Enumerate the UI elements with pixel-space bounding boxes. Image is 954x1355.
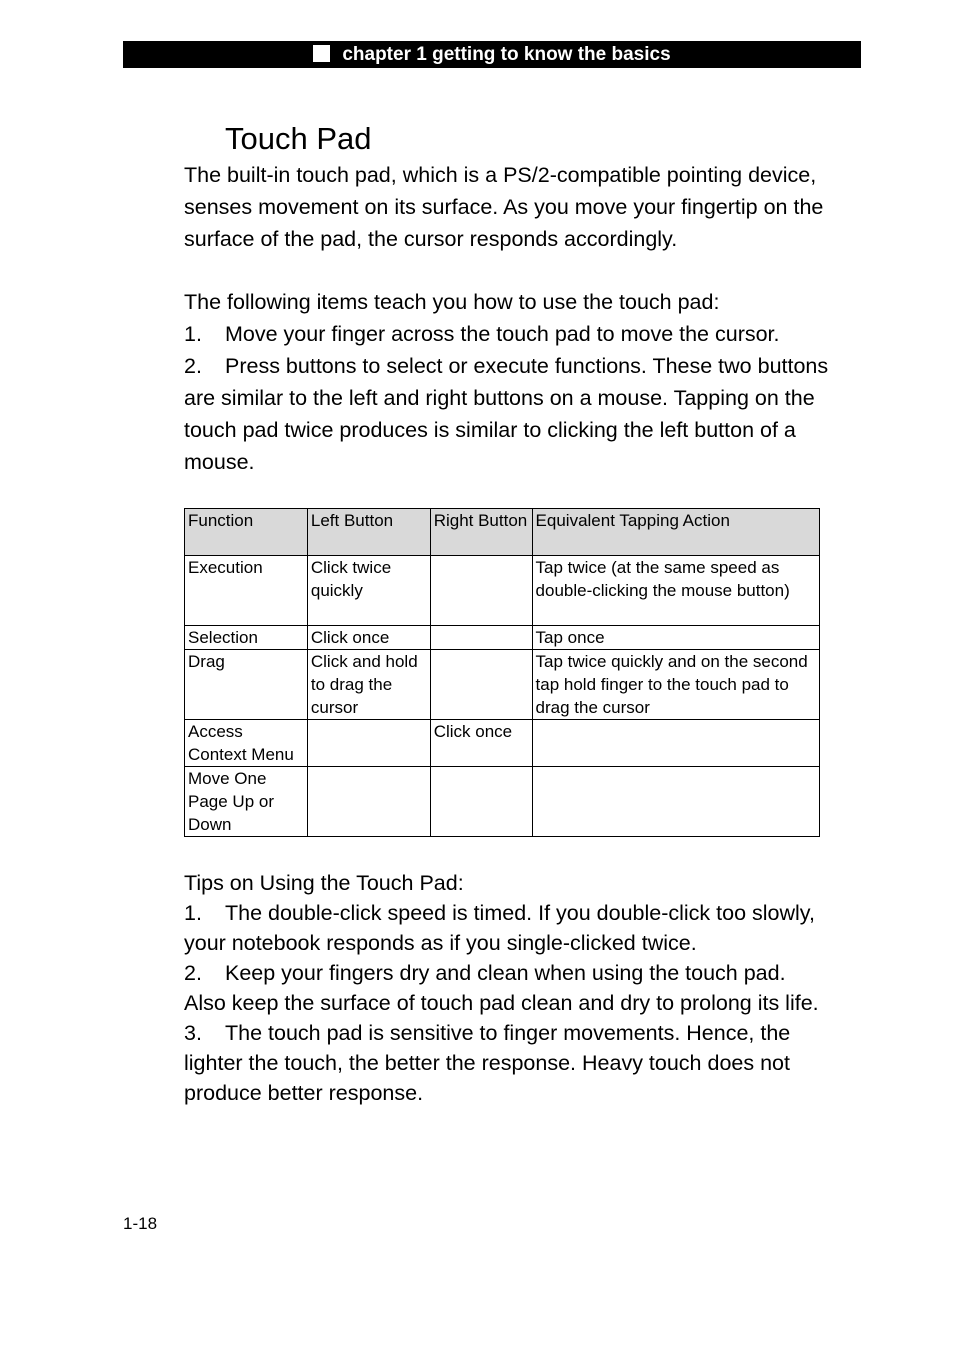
tip-number: 1. <box>184 901 202 925</box>
step-text: Move your finger across the touch pad to move the cursor. <box>225 322 780 346</box>
tips-section <box>184 868 874 1108</box>
square-bullet-icon <box>313 45 330 62</box>
table-row <box>185 650 820 720</box>
step-continuation: touch pad twice produces is similar to clicking the left button of a <box>184 418 796 442</box>
table-cell: Tap twice quickly and on the second tap hold finger to the touch pad to drag the cursor <box>532 650 819 720</box>
table-cell: Tap twice (at the same speed as double-clicking the mouse button) <box>532 556 819 626</box>
chapter-title: chapter 1 getting to know the basics <box>342 44 671 65</box>
chapter-header <box>123 41 861 68</box>
section-title: Touch Pad <box>225 121 372 156</box>
table-row <box>185 767 820 837</box>
tip-line <box>184 958 874 988</box>
table-cell: Click and hold to drag the cursor <box>307 650 430 720</box>
intro-line: The built-in touch pad, which is a PS/2-compatible pointing device, <box>184 163 817 187</box>
tip-text: The double-click speed is timed. If you double-click too slowly, <box>225 901 815 925</box>
touchpad-function-table <box>184 508 820 837</box>
intro-line: senses movement on its surface. As you move your fingertip on the <box>184 195 824 219</box>
tip-line: lighter the touch, the better the response. Heavy touch does not <box>184 1051 790 1075</box>
column-header: Right Button <box>430 509 532 556</box>
table-cell <box>532 767 819 837</box>
table-cell <box>307 720 430 767</box>
tip-text: Keep your fingers dry and clean when using the touch pad. <box>225 961 786 985</box>
table-cell <box>307 767 430 837</box>
table-cell <box>430 767 532 837</box>
tip-number: 3. <box>184 1021 202 1045</box>
table-header-row <box>185 509 820 556</box>
table-cell: Drag <box>185 650 308 720</box>
tip-line <box>184 898 874 928</box>
table-cell: Selection <box>185 626 308 650</box>
intro-line: surface of the pad, the cursor responds accordingly. <box>184 227 678 251</box>
tip-line <box>184 1018 874 1048</box>
tip-line: your notebook responds as if you single-clicked twice. <box>184 931 697 955</box>
steps-intro: The following items teach you how to use the touch pad: <box>184 290 720 314</box>
intro-paragraph <box>184 159 874 255</box>
table-cell <box>532 720 819 767</box>
step-continuation: mouse. <box>184 450 255 474</box>
tip-number: 2. <box>184 961 202 985</box>
step-item <box>184 350 874 382</box>
page-number: 1-18 <box>123 1214 158 1233</box>
steps-paragraph <box>184 286 874 478</box>
table-row <box>185 626 820 650</box>
table-cell: Access Context Menu <box>185 720 308 767</box>
step-number: 2. <box>184 354 202 378</box>
tip-line: Also keep the surface of touch pad clean and dry to prolong its life. <box>184 991 819 1015</box>
table-row <box>185 556 820 626</box>
table-row <box>185 720 820 767</box>
tip-text: The touch pad is sensitive to finger movements. Hence, the <box>225 1021 791 1045</box>
table-cell: Tap once <box>532 626 819 650</box>
table-cell: Execution <box>185 556 308 626</box>
step-continuation: are similar to the left and right buttons on a mouse. Tapping on the <box>184 386 815 410</box>
column-header: Function <box>185 509 308 556</box>
table-cell <box>430 556 532 626</box>
table-cell <box>430 650 532 720</box>
table-cell <box>430 626 532 650</box>
step-item <box>184 318 874 350</box>
tips-title: Tips on Using the Touch Pad: <box>184 871 464 895</box>
table-cell: Click once <box>430 720 532 767</box>
table-cell: Move One Page Up or Down <box>185 767 308 837</box>
column-header: Left Button <box>307 509 430 556</box>
step-number: 1. <box>184 322 202 346</box>
column-header: Equivalent Tapping Action <box>532 509 819 556</box>
tip-line: produce better response. <box>184 1081 424 1105</box>
table-cell: Click twice quickly <box>307 556 430 626</box>
step-text: Press buttons to select or execute functions. These two buttons <box>225 354 829 378</box>
table-cell: Click once <box>307 626 430 650</box>
